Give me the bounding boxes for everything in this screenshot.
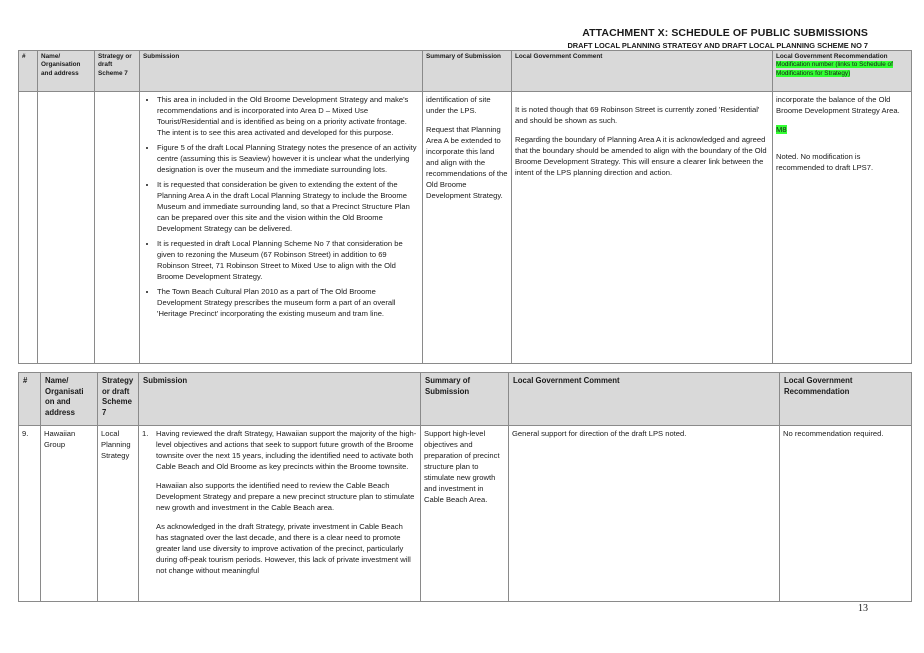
page-number: 13 — [858, 603, 868, 614]
table-header-row — [19, 373, 912, 426]
col-header-summary: Summary of Submission — [423, 51, 512, 92]
summary-paragraph: identification of site under the LPS. — [426, 95, 491, 115]
list-item: • The Town Beach Cultural Plan 2010 as a part of The Old Broome Development Strategy prescribes the museum form a part of an overall 'Heritage Precinct' incorporating the existing museum and tram line. — [157, 286, 419, 319]
cell-summary: Support high-level objectives and preparation of precinct structure plan to stimulate new growth and investment in Cable Beach Area. — [421, 426, 509, 602]
recommendation-paragraph: Noted. No modification is recommended to draft LPS7. — [776, 152, 874, 172]
cell-comment — [512, 92, 773, 364]
col-header-strategy: Strategy or draft Scheme 7 — [95, 51, 140, 92]
col-header-comment: Local Government Comment — [512, 51, 773, 92]
item-number: 1. — [142, 429, 149, 438]
cell-name — [38, 92, 95, 364]
document-subtitle: DRAFT LOCAL PLANNING STRATEGY AND DRAFT LOCAL PLANNING SCHEME NO 7 — [567, 41, 868, 50]
table-row — [19, 426, 912, 602]
list-item: • This area in included in the Old Broome Development Strategy and make's recommendations and is incorporated into Area D – Mixed Use Tourist/Residential and is identified as being on a priority activate frontage. The intent is to see this area activated and developed for this purpose. — [157, 94, 419, 138]
comment-paragraph: It is noted though that 69 Robinson Street is currently zoned 'Residential' and should be shown as such. — [515, 105, 760, 125]
col-header-recommendation: Local Government Recommendation — [780, 373, 912, 426]
cell-strategy: Local Planning Strategy — [98, 426, 139, 602]
table-row — [19, 92, 912, 364]
cell-strategy — [95, 92, 140, 364]
cell-recommendation — [773, 92, 912, 364]
cell-name: Hawaiian Group — [41, 426, 98, 602]
numbered-item — [142, 428, 417, 576]
cell-num: 9. — [19, 426, 41, 602]
cell-summary — [423, 92, 512, 364]
col-header-summary: Summary of Submission — [421, 373, 509, 426]
col-header-name: Name/ Organisati on and address — [41, 373, 98, 426]
recommendation-header-label: Local Government Recommendation — [776, 53, 888, 60]
table-header-row — [19, 51, 912, 92]
col-header-submission: Submission — [139, 373, 421, 426]
list-item: • It is requested in draft Local Planning Scheme No 7 that consideration be given to rezoning the Museum (67 Robinson Street) in addition to 69 Robinson Street, 71 Robinson Street to Mixed Use to align with the Old Broome Development Strategy. — [157, 238, 419, 282]
col-header-submission: Submission — [140, 51, 423, 92]
list-item: • Figure 5 of the draft Local Planning Strategy notes the presence of an activity centre (assuming this is Seaview) however it is unclear what the underlying designation is over the museum and the immediate surrounding lots. — [157, 142, 419, 175]
submission-paragraph: Having reviewed the draft Strategy, Hawaiian support the majority of the high-level objectives and actions that seek to support future growth of the Broome townsite over the next 15 years, including the identified need to activate both Cable Beach and Old Broome as key precincts within the Broome townsite. — [156, 429, 417, 471]
summary-paragraph: Request that Planning Area A be extended to incorporate this land and align with the recommendations of the Old Broome Development Strategy. — [426, 125, 508, 200]
submission-paragraph: Hawaiian also supports the identified need to review the Cable Beach Development Strategy and prepare a new precinct structure plan to stimulate new growth and investment in the Cable Beach area. — [156, 481, 415, 512]
item-body — [156, 428, 417, 576]
cell-recommendation: No recommendation required. — [780, 426, 912, 602]
col-header-strategy: Strategy or draft Scheme 7 — [98, 373, 139, 426]
cell-submission — [139, 426, 421, 602]
submission-paragraph: As acknowledged in the draft Strategy, private investment in Cable Beach has stagnated over the last decade, and there is a clear need to promote greater land use diversity to improve activation of the precinct, particularly during off-peak tourism periods. However, this lack of private investment will not change without meaningful — [156, 522, 411, 575]
cell-submission — [140, 92, 423, 364]
cell-num — [19, 92, 38, 364]
modification-number-note: Modification number (links to Schedule of Modifications for Strategy) — [776, 61, 893, 77]
cell-comment: General support for direction of the draft LPS noted. — [509, 426, 780, 602]
comment-paragraph: Regarding the boundary of Planning Area A it is acknowledged and agreed that the boundary should be amended to align with the boundary of the Old Broome Development Strategy. This will ensure a clearer link between the intent of the LPS planning direction and action. — [515, 135, 767, 177]
col-header-comment: Local Government Comment — [509, 373, 780, 426]
col-header-num: # — [19, 373, 41, 426]
document-title: ATTACHMENT X: SCHEDULE OF PUBLIC SUBMISSIONS — [582, 27, 868, 39]
recommendation-paragraph: incorporate the balance of the Old Broome Development Strategy Area. — [776, 95, 900, 115]
col-header-recommendation — [773, 51, 912, 92]
col-header-num: # — [19, 51, 38, 92]
submission-bullet-list — [143, 94, 419, 319]
list-item: • It is requested that consideration be given to extending the extent of the Planning Area A in the draft Local Planning Strategy to include the Broome Museum and immediate surrounding land, so that a Precinct Structure Plan can be prepared over this site and the vision within the Old Broome Development Strategy can be delivered. — [157, 179, 419, 234]
submissions-table-1 — [18, 50, 912, 364]
col-header-name: Name/ Organisation and address — [38, 51, 95, 92]
submissions-table-2 — [18, 372, 912, 602]
modification-badge: M8 — [776, 125, 787, 134]
